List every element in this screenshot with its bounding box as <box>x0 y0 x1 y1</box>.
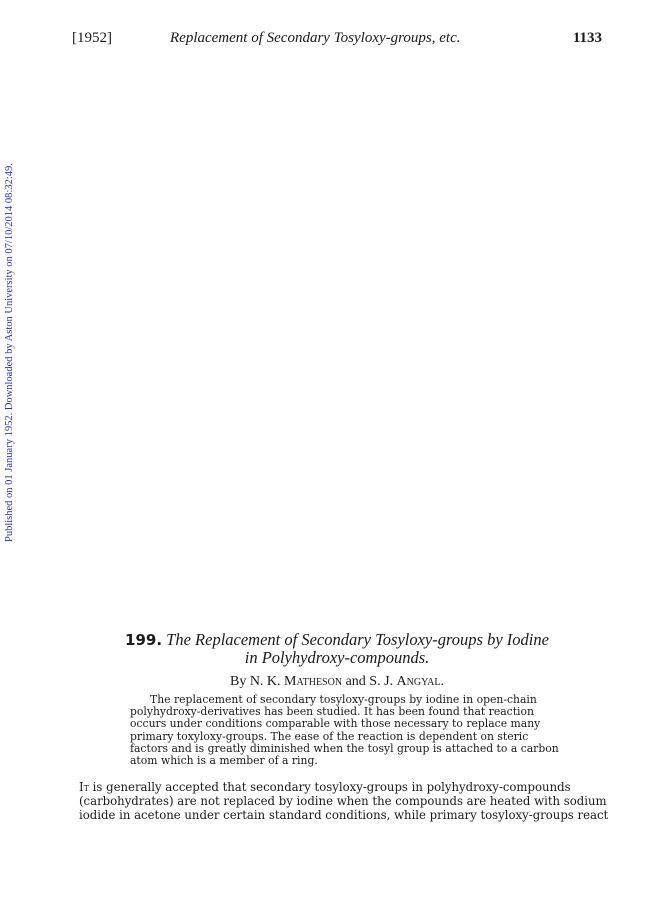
article-title-line-2: in Polyhydroxy-compounds. <box>244 648 430 667</box>
byline <box>72 674 602 690</box>
drop-word: It <box>79 780 89 794</box>
author-matheson: Matheson <box>284 674 343 689</box>
abstract-line: primary toxyloxy-groups. The ease of the reaction is dependent on steric <box>130 729 529 743</box>
abstract-line: The replacement of secondary tosyloxy-groups by iodine in open-chain <box>150 693 537 706</box>
page-number: 1133 <box>572 30 602 46</box>
body-line-2: (carbohydrates) are not replaced by iodine when the compounds are heated with sodium <box>79 794 607 809</box>
byline-and: and S. J. <box>345 674 394 689</box>
article-title-line-1: The Replacement of Secondary Tosyloxy-groups by Iodine <box>166 630 549 649</box>
byline-end: . <box>440 674 445 689</box>
running-title: Replacement of Secondary Tosyloxy-groups, etc. <box>170 30 461 46</box>
abstract-line: atom which is a member of a ring. <box>130 754 318 768</box>
body-line-3: iodide in acetone under certain standard conditions, while primary tosyloxy-groups react <box>79 808 609 823</box>
download-notice[interactable]: Published on 01 January 1952. Downloaded by Aston University on 07/10/2014 08:32:49. <box>4 163 15 542</box>
body-line-1 <box>79 780 601 794</box>
journal-year: [1952] <box>72 30 112 46</box>
article-heading <box>72 631 602 667</box>
running-header <box>72 30 602 50</box>
byline-prefix: By N. K. <box>229 674 281 689</box>
abstract <box>130 693 559 768</box>
body-text <box>79 780 609 823</box>
abstract-line: occurs under conditions comparable with those necessary to replace many <box>130 717 541 731</box>
article-number: 199. <box>125 631 163 649</box>
abstract-line: factors and is greatly diminished when the tosyl group is attached to a carbon <box>130 741 559 755</box>
abstract-line: polyhydroxy-derivatives has been studied. It has been found that reaction <box>130 705 534 719</box>
body-line-1-rest: is generally accepted that secondary tosyloxy-groups in polyhydroxy-compounds <box>88 780 571 794</box>
author-angyal: Angyal <box>396 674 441 689</box>
